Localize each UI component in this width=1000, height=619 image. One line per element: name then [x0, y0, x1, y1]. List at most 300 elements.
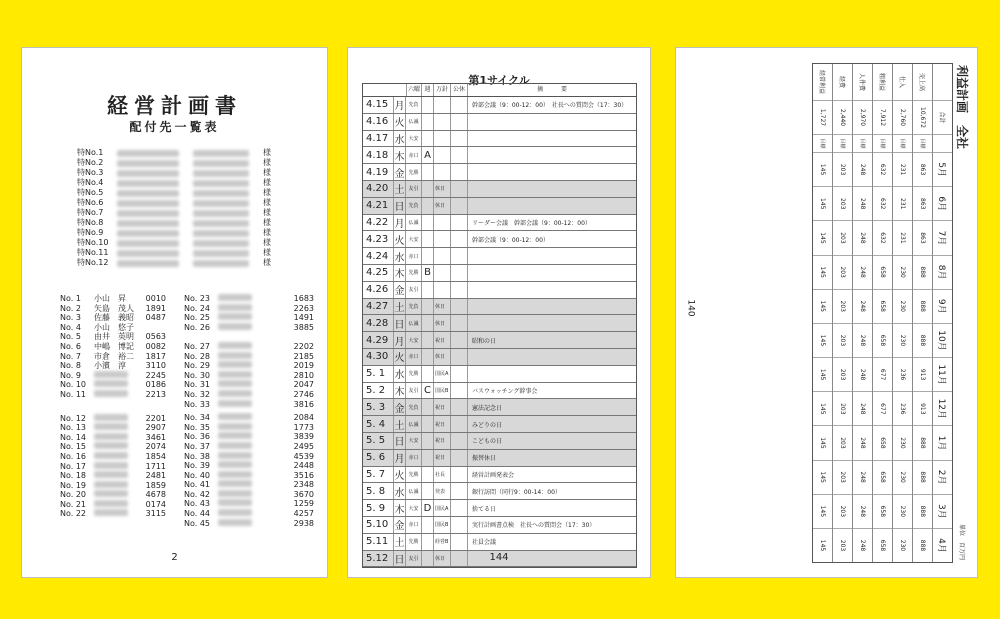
header-month: 9月	[933, 289, 952, 323]
row-rokuyo: 大安	[408, 438, 419, 445]
redacted-name	[117, 240, 179, 247]
recipient-row	[184, 390, 314, 400]
row-rokuyo: 先勝	[408, 371, 419, 378]
special-label: 特No.6	[77, 198, 104, 207]
recipient-no: No. 41	[184, 480, 211, 490]
schedule-row	[363, 500, 636, 517]
row-holiday	[450, 517, 467, 533]
row-weekday: 日	[393, 198, 406, 214]
row-description: 幹部会議（9：00-12：00） 社長への質問会（17：30）	[467, 97, 636, 113]
schedule-page	[348, 48, 650, 577]
redacted-name	[94, 390, 128, 397]
table-row	[872, 64, 892, 562]
row-value: 203	[833, 528, 852, 562]
recipient-row	[184, 304, 314, 314]
recipient-row	[60, 313, 166, 323]
row-value: 145	[813, 357, 832, 391]
row-description: 経営計画発表会	[467, 467, 636, 483]
recipient-no: No. 20	[60, 490, 87, 500]
recipient-no: No. 10	[60, 380, 87, 390]
recipient-row	[60, 423, 166, 433]
row-note	[433, 114, 450, 130]
row-cycle	[421, 399, 433, 415]
row-value: 230	[893, 460, 912, 494]
row-value: 888	[913, 323, 932, 357]
row-value: 231	[893, 220, 912, 254]
recipient-name	[218, 342, 262, 352]
recipient-row	[184, 423, 314, 433]
row-weekday: 火	[393, 114, 406, 130]
row-weekday: 木	[393, 147, 406, 163]
row-value: 658	[873, 289, 892, 323]
table-row	[912, 64, 932, 562]
recipient-row	[60, 294, 166, 304]
row-unit: 目標	[913, 134, 932, 152]
row-label: 経常利益	[818, 69, 825, 94]
recipient-no: No. 39	[184, 461, 211, 471]
recipient-no: No. 19	[60, 480, 87, 490]
row-value: 248	[853, 425, 872, 459]
redacted-name	[218, 294, 252, 301]
recipient-code: 1711	[145, 461, 166, 471]
special-label: 特No.10	[77, 238, 109, 247]
recipient-no: No. 5	[60, 332, 81, 342]
header-month: 6月	[933, 186, 952, 220]
row-value: 248	[853, 391, 872, 425]
row-holiday	[450, 265, 467, 281]
row-cycle	[421, 198, 433, 214]
recipient-no: No. 14	[60, 432, 87, 442]
recipient-row	[184, 413, 314, 423]
row-description	[467, 248, 636, 264]
recipient-row	[60, 442, 166, 452]
row-value: 888	[913, 255, 932, 289]
row-description	[467, 181, 636, 197]
header-month: 11月	[933, 357, 952, 391]
row-value: 203	[833, 255, 852, 289]
recipient-no: No. 36	[184, 432, 211, 442]
row-rokuyo: 友引	[408, 287, 419, 294]
row-label: 粗利益	[878, 72, 885, 91]
table-header-row	[932, 64, 952, 562]
redacted-title	[193, 220, 249, 227]
recipient-code: 2213	[145, 389, 166, 399]
recipient-code: 2019	[293, 361, 314, 371]
redacted-name	[94, 442, 128, 449]
honorific: 様	[263, 198, 271, 207]
header-blank	[933, 134, 952, 152]
recipient-name	[218, 423, 262, 433]
recipient-code: 2481	[145, 471, 166, 481]
row-description	[467, 265, 636, 281]
recipient-name	[94, 390, 138, 400]
schedule-table	[362, 83, 637, 568]
row-note: 休日	[433, 315, 450, 331]
row-cycle	[421, 299, 433, 315]
row-rokuyo: 大安	[408, 505, 419, 512]
row-cycle	[421, 315, 433, 331]
header-total: 合計	[933, 100, 952, 134]
recipient-no: No. 18	[60, 471, 87, 481]
row-note	[433, 164, 450, 180]
row-value: 203	[833, 220, 852, 254]
recipient-name	[94, 414, 138, 424]
row-rokuyo: 先勝	[408, 471, 419, 478]
special-recipient-row	[77, 198, 277, 208]
row-value: 145	[813, 323, 832, 357]
row-rokuyo: 大安	[408, 135, 419, 142]
header-month: 8月	[933, 255, 952, 289]
row-description: バスウォッチング幹事会	[467, 383, 636, 399]
row-value: 632	[873, 220, 892, 254]
special-recipient-row	[77, 258, 277, 268]
recipient-row	[60, 390, 166, 400]
schedule-row	[363, 332, 636, 349]
row-date: 5. 8	[366, 485, 386, 497]
recipient-row	[184, 380, 314, 390]
recipient-code: 3115	[145, 509, 166, 519]
recipient-code: 3885	[293, 322, 314, 332]
special-label: 特No.1	[77, 148, 104, 157]
row-value: 203	[833, 186, 852, 220]
row-holiday	[450, 332, 467, 348]
row-date: 4.30	[366, 351, 389, 363]
row-date: 4.20	[366, 183, 389, 195]
row-weekday: 水	[393, 366, 406, 382]
recipient-code: 3516	[293, 470, 314, 480]
profit-plan-page	[676, 48, 977, 577]
special-recipient-row	[77, 208, 277, 218]
row-note: 休日	[433, 299, 450, 315]
row-weekday: 日	[393, 551, 406, 567]
redacted-title	[193, 160, 249, 167]
row-date: 4.18	[366, 149, 389, 161]
header-month: 10月	[933, 323, 952, 357]
row-rokuyo: 大安	[408, 337, 419, 344]
row-weekday: 木	[393, 500, 406, 516]
row-cycle: A	[421, 147, 433, 163]
row-holiday	[450, 131, 467, 147]
redacted-name	[218, 313, 252, 320]
recipient-no: No. 17	[60, 461, 87, 471]
row-value: 248	[853, 494, 872, 528]
row-cycle	[421, 467, 433, 483]
row-value: 145	[813, 220, 832, 254]
row-weekday: 月	[393, 332, 406, 348]
recipient-name	[218, 432, 262, 442]
row-description: 捨てる日	[467, 500, 636, 516]
row-unit: 目標	[833, 134, 852, 152]
redacted-name	[94, 371, 128, 378]
recipient-no: No. 15	[60, 442, 87, 452]
redacted-name	[94, 490, 128, 497]
recipient-name: 佐藤 義昭	[94, 313, 134, 323]
header-month: 4月	[933, 528, 952, 562]
schedule-row	[363, 299, 636, 316]
row-cycle	[421, 97, 433, 113]
recipient-no: No. 44	[184, 509, 211, 519]
row-cycle	[421, 517, 433, 533]
recipient-row	[184, 480, 314, 490]
row-date: 4.23	[366, 233, 389, 245]
row-rokuyo: 仏滅	[408, 421, 419, 428]
recipient-row	[60, 361, 166, 371]
redacted-name	[218, 371, 252, 378]
recipient-no: No. 6	[60, 341, 81, 351]
row-rokuyo: 友引	[408, 387, 419, 394]
row-label: 仕入	[898, 75, 905, 88]
recipient-row	[60, 414, 166, 424]
schedule-row	[363, 450, 636, 467]
recipient-row	[184, 499, 314, 509]
row-note	[433, 265, 450, 281]
row-unit: 目標	[853, 134, 872, 152]
row-note: 祝日	[433, 332, 450, 348]
row-note	[433, 147, 450, 163]
row-cycle	[421, 483, 433, 499]
row-unit: 目標	[813, 134, 832, 152]
row-cycle	[421, 131, 433, 147]
recipient-code: 2746	[293, 389, 314, 399]
row-weekday: 火	[393, 231, 406, 247]
row-note	[433, 97, 450, 113]
row-value: 203	[833, 152, 852, 186]
row-note: 国民A	[433, 366, 450, 382]
row-value: 230	[893, 289, 912, 323]
recipient-row	[184, 371, 314, 381]
row-date: 4.29	[366, 334, 389, 346]
recipient-code: 1683	[293, 294, 314, 303]
header-description: 摘 要	[467, 84, 636, 96]
redacted-name	[218, 380, 252, 387]
recipient-row	[60, 471, 166, 481]
recipient-code: 2185	[293, 351, 314, 361]
row-value: 658	[873, 494, 892, 528]
schedule-header	[363, 84, 636, 97]
row-rokuyo: 先負	[408, 102, 419, 109]
row-description: 実行計画書点検 社長への質問会（17：30）	[467, 517, 636, 533]
row-description: 幹部会議（9：00-12：00）	[467, 231, 636, 247]
recipient-row	[184, 400, 314, 410]
row-value: 145	[813, 425, 832, 459]
row-value: 863	[913, 186, 932, 220]
row-value: 230	[893, 528, 912, 562]
schedule-row	[363, 366, 636, 383]
row-note: 国民B	[433, 383, 450, 399]
row-note: 国民A	[433, 500, 450, 516]
row-cycle	[421, 366, 433, 382]
recipient-row	[60, 323, 166, 333]
schedule-row	[363, 483, 636, 500]
recipient-name	[218, 294, 262, 304]
recipient-row	[184, 342, 314, 352]
special-label: 特No.7	[77, 208, 104, 217]
special-recipient-row	[77, 248, 277, 258]
special-label: 特No.3	[77, 168, 104, 177]
recipient-no: No. 28	[184, 351, 211, 361]
row-rokuyo: 赤口	[408, 522, 419, 529]
recipient-no: No. 30	[184, 370, 211, 380]
recipient-code: 2047	[293, 380, 314, 390]
recipient-row	[184, 452, 314, 462]
special-label: 特No.2	[77, 158, 104, 167]
row-value: 863	[913, 152, 932, 186]
schedule-row	[363, 315, 636, 332]
row-value: 658	[873, 323, 892, 357]
redacted-name	[117, 250, 179, 257]
recipient-no: No. 7	[60, 351, 81, 361]
row-value: 888	[913, 425, 932, 459]
row-date: 4.16	[366, 116, 389, 128]
redacted-title	[193, 190, 249, 197]
row-value: 145	[813, 494, 832, 528]
row-holiday	[450, 147, 467, 163]
recipient-name	[218, 442, 262, 452]
row-holiday	[450, 433, 467, 449]
recipient-row	[60, 481, 166, 491]
row-weekday: 土	[393, 534, 406, 550]
redacted-name	[94, 500, 128, 507]
row-holiday	[450, 416, 467, 432]
row-note: 祝日	[433, 450, 450, 466]
recipient-no: No. 4	[60, 322, 81, 332]
recipient-name	[218, 352, 262, 362]
honorific: 様	[263, 228, 271, 237]
redacted-title	[193, 260, 249, 267]
recipient-code: 2245	[145, 370, 166, 380]
row-note: 社長	[433, 467, 450, 483]
row-value: 677	[873, 357, 892, 391]
header-cycle: 週	[421, 84, 433, 96]
row-value: 145	[813, 289, 832, 323]
recipient-name: 由井 英明	[94, 332, 134, 342]
header-month: 3月	[933, 494, 952, 528]
row-rokuyo: 赤口	[408, 455, 419, 462]
row-cycle	[421, 181, 433, 197]
row-date: 5.10	[366, 519, 389, 531]
redacted-name	[218, 490, 252, 497]
recipient-row	[184, 332, 314, 342]
recipient-no: No. 9	[60, 370, 81, 380]
page-number: 144	[489, 552, 509, 563]
recipient-row	[184, 471, 314, 481]
recipient-code: 2448	[293, 461, 314, 471]
recipient-name	[94, 433, 138, 443]
honorific: 様	[263, 148, 271, 157]
recipient-no: No. 13	[60, 423, 87, 433]
recipients-list-right	[184, 294, 314, 528]
row-date: 5.11	[366, 536, 389, 548]
row-holiday	[450, 164, 467, 180]
schedule-row	[363, 383, 636, 400]
recipient-code: 3110	[145, 361, 166, 371]
header-month: 5月	[933, 152, 952, 186]
page-number: 2	[171, 552, 178, 563]
row-holiday	[450, 114, 467, 130]
redacted-name	[218, 304, 252, 311]
special-label: 特No.12	[77, 258, 109, 267]
recipient-code: 0186	[145, 380, 166, 390]
recipient-name	[218, 490, 262, 500]
row-value: 248	[853, 289, 872, 323]
recipient-name	[218, 361, 262, 371]
recipient-name	[218, 400, 262, 410]
row-value: 248	[853, 152, 872, 186]
honorific: 様	[263, 258, 271, 267]
row-holiday	[450, 282, 467, 298]
row-holiday	[450, 467, 467, 483]
special-label: 特No.11	[77, 248, 109, 257]
row-weekday: 月	[393, 215, 406, 231]
row-holiday	[450, 349, 467, 365]
redacted-name	[218, 342, 252, 349]
row-rokuyo: 先勝	[408, 169, 419, 176]
row-date: 5. 7	[366, 468, 386, 480]
recipient-no: No. 22	[60, 509, 87, 519]
recipient-name	[94, 471, 138, 481]
redacted-name	[218, 413, 252, 420]
row-rokuyo: 仏滅	[408, 320, 419, 327]
row-unit: 目標	[873, 134, 892, 152]
row-weekday: 金	[393, 399, 406, 415]
table-row	[832, 64, 852, 562]
row-holiday	[450, 198, 467, 214]
recipient-name	[218, 452, 262, 462]
row-weekday: 日	[393, 433, 406, 449]
redacted-title	[193, 230, 249, 237]
row-note: 国民B	[433, 517, 450, 533]
redacted-name	[94, 462, 128, 469]
row-holiday	[450, 366, 467, 382]
row-description: 社員会議	[467, 534, 636, 550]
redacted-name	[218, 442, 252, 449]
row-holiday	[450, 248, 467, 264]
row-rokuyo: 先負	[408, 203, 419, 210]
special-recipient-row	[77, 178, 277, 188]
redacted-title	[193, 240, 249, 247]
redacted-name	[117, 210, 179, 217]
row-value: 236	[893, 357, 912, 391]
schedule-row	[363, 517, 636, 534]
row-cycle	[421, 215, 433, 231]
header-month: 12月	[933, 391, 952, 425]
row-description	[467, 282, 636, 298]
recipient-code: 2938	[293, 518, 314, 528]
row-description	[467, 164, 636, 180]
recipient-code: 2810	[293, 370, 314, 380]
row-description	[467, 147, 636, 163]
special-label: 特No.9	[77, 228, 104, 237]
row-date: 4.17	[366, 132, 389, 144]
row-cycle	[421, 349, 433, 365]
recipient-name	[94, 481, 138, 491]
special-label: 特No.5	[77, 188, 104, 197]
recipient-name	[218, 499, 262, 509]
honorific: 様	[263, 208, 271, 217]
schedule-row	[363, 399, 636, 416]
recipient-no: No. 27	[184, 341, 211, 351]
recipient-code: 1259	[293, 499, 314, 509]
recipient-code: 3839	[293, 432, 314, 442]
row-note	[433, 215, 450, 231]
recipient-no: No. 12	[60, 413, 87, 423]
special-recipient-row	[77, 148, 277, 158]
row-value: 203	[833, 425, 852, 459]
redacted-name	[94, 380, 128, 387]
header-nenkan: 万針	[433, 84, 450, 96]
row-weekday: 金	[393, 517, 406, 533]
row-description: 憲法記念日	[467, 399, 636, 415]
